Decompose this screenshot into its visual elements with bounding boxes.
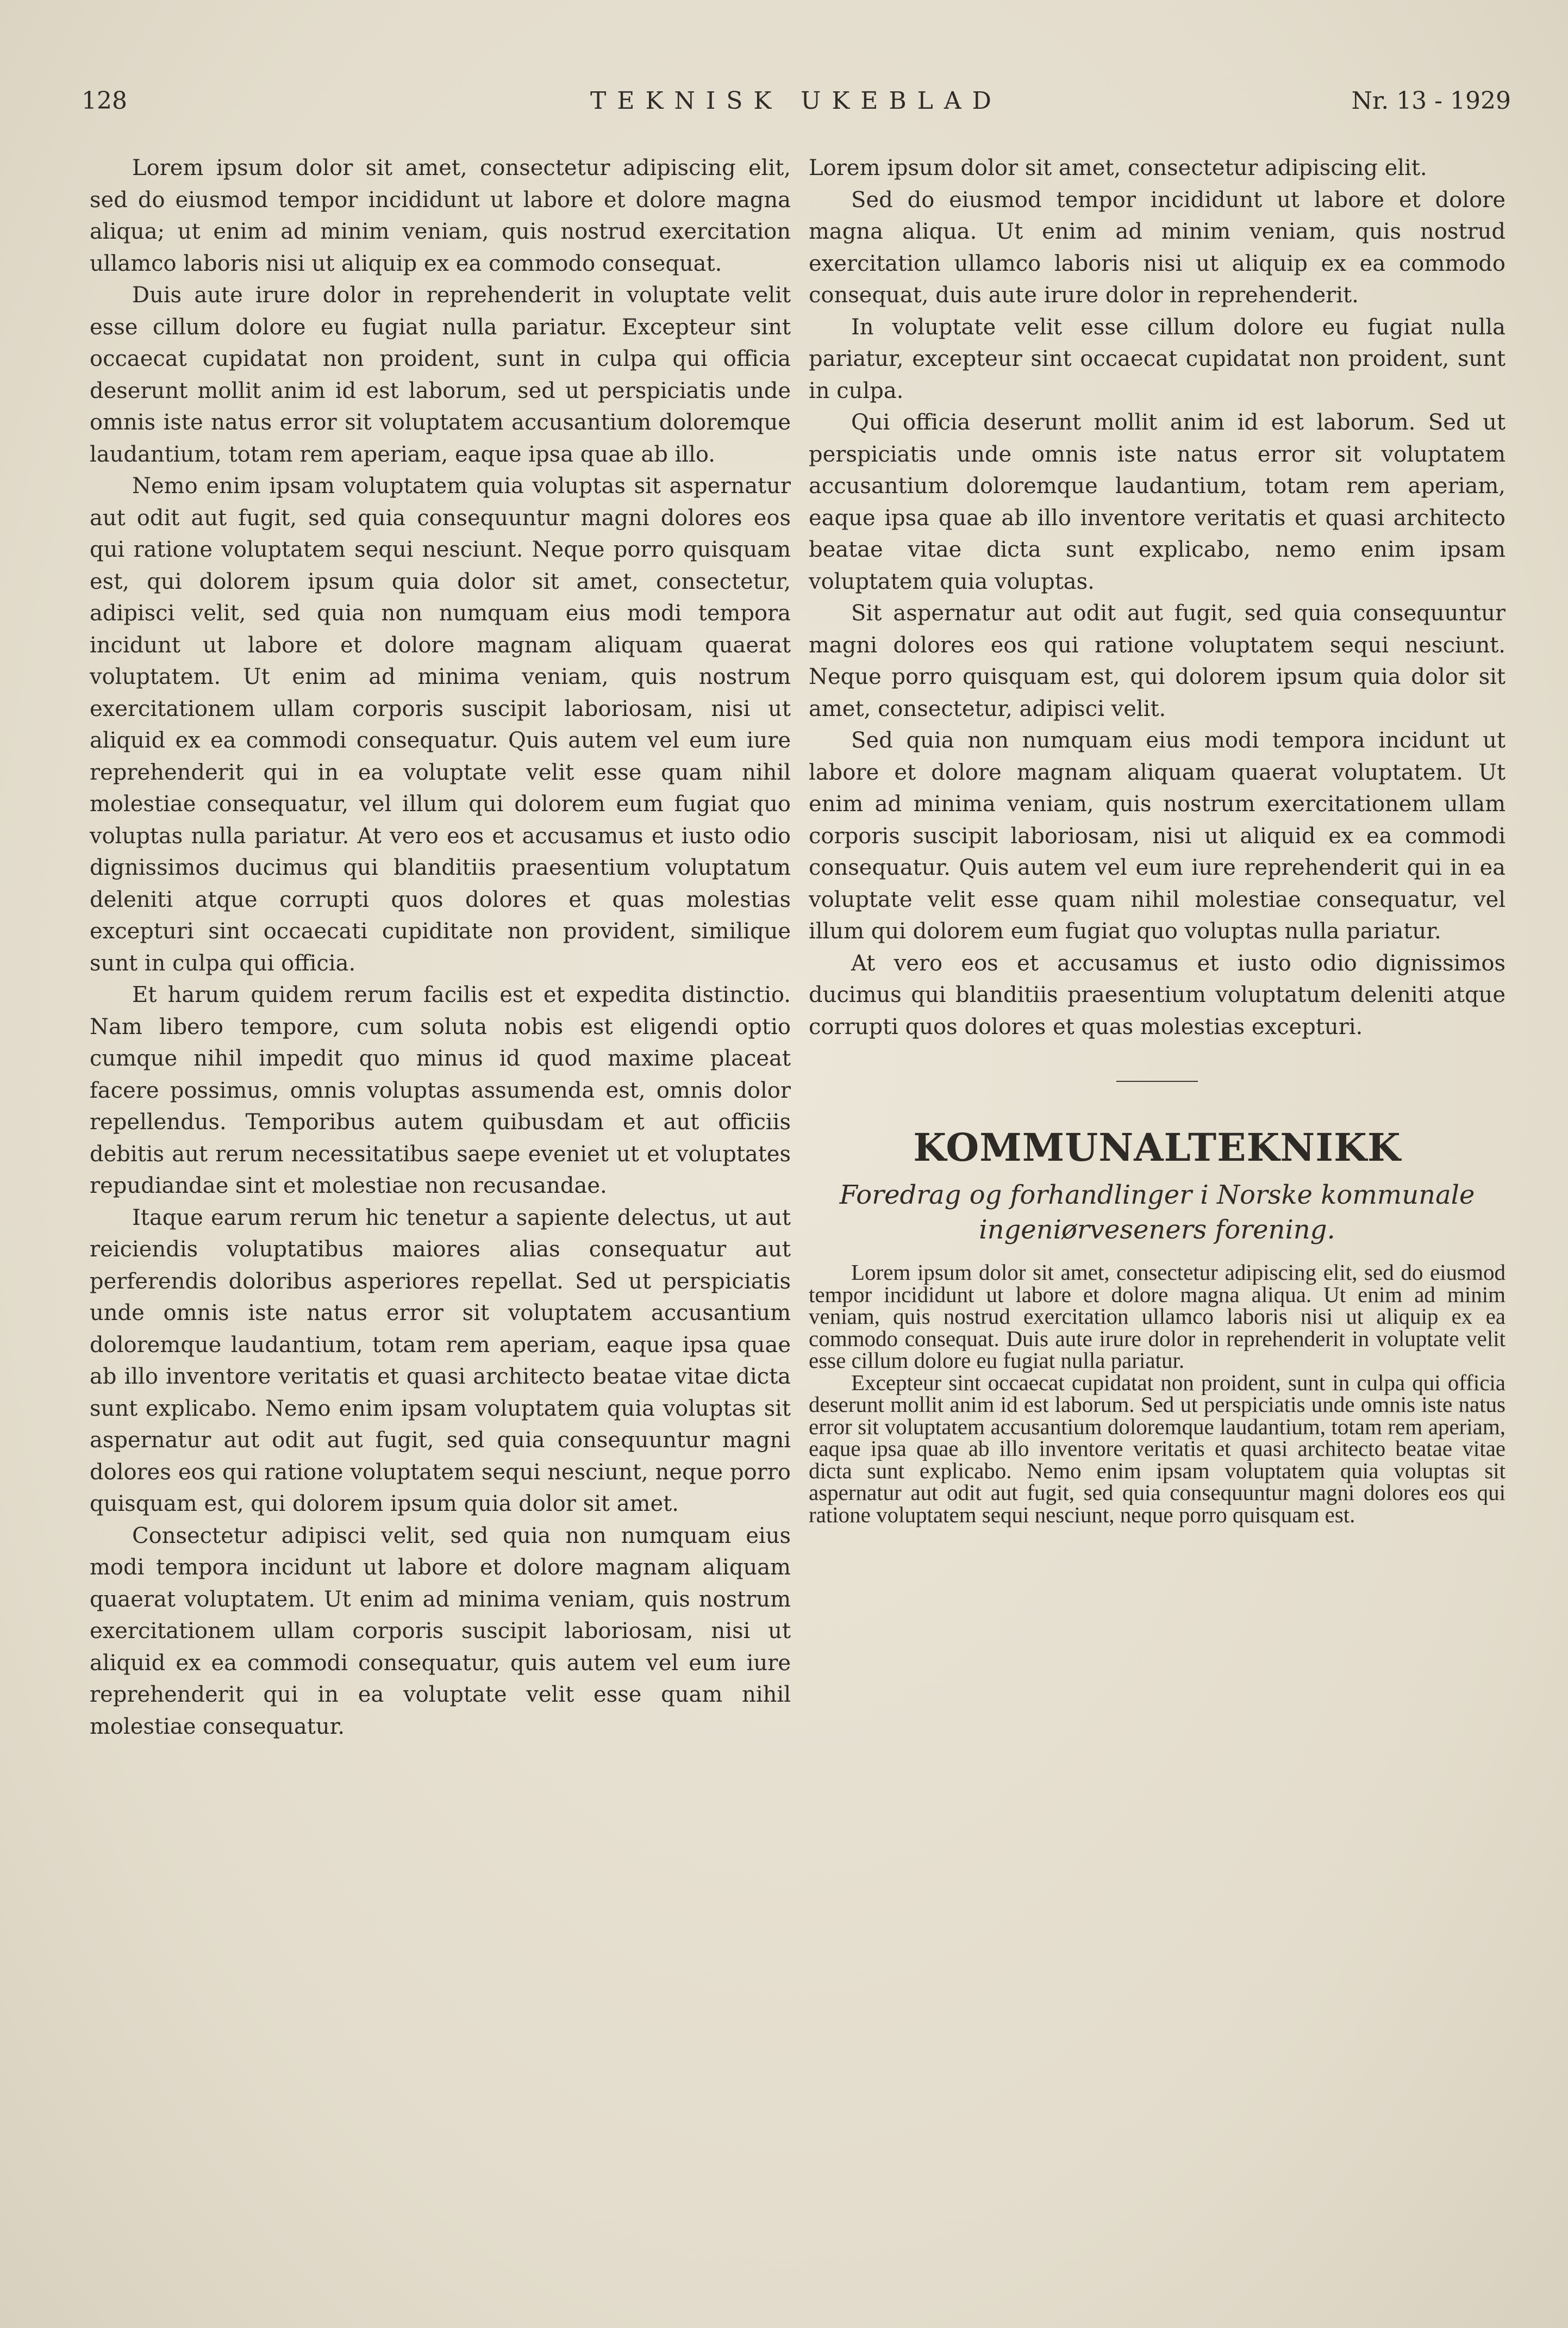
section-paragraph-1: Lorem ipsum dolor sit amet, consectetur adipiscing elit, sed do eiusmod tempor incididunt ut labore et dolore magna aliqua. Ut enim ad minim veniam, quis nostrud exercitation ullamco laboris nisi ut aliquip ex ea commodo consequat. Duis aute irure dolor in reprehenderit in voluptate velit esse cillum dolore eu fugiat nulla pariatur.: [809, 1260, 1505, 1373]
right-paragraph-1: Lorem ipsum dolor sit amet, consectetur adipiscing elit.: [809, 155, 1427, 180]
left-paragraph-5: Itaque earum rerum hic tenetur a sapiente delectus, ut aut reiciendis voluptatibus maiores alias consequatur aut perferendis doloribus asperiores repellat. Sed ut perspiciatis unde omnis iste natus error sit voluptatem accusantium doloremque laudantium, totam rem aperiam, eaque ipsa quae ab illo inventore veritatis et quasi architecto beatae vitae dicta sunt explicabo. Nemo enim ipsam voluptatem quia voluptas sit aspernatur aut odit aut fugit, sed quia consequuntur magni dolores eos qui ratione voluptatem sequi nesciunt, neque porro quisquam est, qui dolorem ipsum quia dolor sit amet.: [90, 1205, 791, 1516]
left-paragraph-2: Duis aute irure dolor in reprehenderit in voluptate velit esse cillum dolore eu fugiat nulla pariatur. Excepteur sint occaecat cupidatat non proident, sunt in culpa qui officia deserunt mollit anim id est laborum, sed ut perspiciatis unde omnis iste natus error sit voluptatem accusantium doloremque laudantium, totam rem aperiam, eaque ipsa quae ab illo.: [90, 283, 791, 467]
left-paragraph-3: Nemo enim ipsam voluptatem quia voluptas sit aspernatur aut odit aut fugit, sed quia consequuntur magni dolores eos qui ratione voluptatem sequi nesciunt. Neque porro quisquam est, qui dolorem ipsum quia dolor sit amet, consectetur, adipisci velit, sed quia non numquam eius modi tempora incidunt ut labore et dolore magnam aliquam quaerat voluptatem. Ut enim ad minima veniam, quis nostrum exercitationem ullam corporis suscipit laboriosam, nisi ut aliquid ex ea commodi consequatur. Quis autem vel eum iure reprehenderit qui in ea voluptate velit esse quam nihil molestiae consequatur, vel illum qui dolorem eum fugiat quo voluptas nulla pariatur. At vero eos et accusamus et iusto odio dignissimos ducimus qui blanditiis praesentium voluptatum deleniti atque corrupti quos dolores et quas molestias excepturi sint occaecati cupiditate non provident, similique sunt in culpa qui officia.: [90, 474, 791, 976]
issue-number: Nr. 13 - 1929: [1351, 87, 1511, 115]
journal-title: TEKNISK UKEBLAD: [590, 87, 1002, 115]
right-paragraph-7: At vero eos et accusamus et iusto odio dignissimos ducimus qui blanditiis praesentium voluptatum deleniti atque corrupti quos dolores et quas molestias excepturi.: [809, 950, 1505, 1039]
right-paragraph-3: In voluptate velit esse cillum dolore eu fugiat nulla pariatur, excepteur sint occaecat cupidatat non proident, sunt in culpa.: [809, 314, 1505, 403]
right-paragraph-5: Sit aspernatur aut odit aut fugit, sed quia consequuntur magni dolores eos qui ratione voluptatem sequi nesciunt. Neque porro quisquam est, qui dolorem ipsum quia dolor sit amet, consectetur, adipisci velit.: [809, 601, 1505, 721]
left-column: [90, 152, 791, 1742]
section-title: KOMMUNALTEKNIKK: [913, 1125, 1401, 1170]
right-paragraph-2: Sed do eiusmod tempor incididunt ut labore et dolore magna aliqua. Ut enim ad minim veniam, quis nostrud exercitation ullamco laboris nisi ut aliquip ex ea commodo consequat, duis aute irure dolor in reprehenderit.: [809, 187, 1505, 308]
section-paragraph-2: Excepteur sint occaecat cupidatat non proident, sunt in culpa qui officia deserunt mollit anim id est laborum. Sed ut perspiciatis unde omnis iste natus error sit voluptatem accusantium doloremque laudantium, totam rem aperiam, eaque ipsa quae ab illo inventore veritatis et quasi architecto beatae vitae dicta sunt explicabo. Nemo enim ipsam voluptatem quia voluptas sit aspernatur aut odit aut fugit, sed quia consequuntur magni dolores eos qui ratione voluptatem sequi nesciunt, neque porro quisquam est.: [809, 1370, 1505, 1527]
right-paragraph-4: Qui officia deserunt mollit anim id est laborum. Sed ut perspiciatis unde omnis iste natus error sit voluptatem accusantium doloremque laudantium, totam rem aperiam, eaque ipsa quae ab illo inventore veritatis et quasi architecto beatae vitae dicta sunt explicabo, nemo enim ipsam voluptatem quia voluptas.: [809, 410, 1505, 594]
left-paragraph-6: Consectetur adipisci velit, sed quia non numquam eius modi tempora incidunt ut labore et dolore magnam aliquam quaerat voluptatem. Ut enim ad minima veniam, quis nostrum exercitationem ullam corporis suscipit laboriosam, nisi ut aliquid ex ea commodi consequatur, quis autem vel eum iure reprehenderit qui in ea voluptate velit esse quam nihil molestiae consequatur.: [90, 1523, 791, 1739]
left-paragraph-1: Lorem ipsum dolor sit amet, consectetur adipiscing elit, sed do eiusmod tempor incididunt ut labore et dolore magna aliqua; ut enim ad minim veniam, quis nostrud exercitation ullamco laboris nisi ut aliquip ex ea commodo consequat.: [90, 155, 791, 276]
page-header: [82, 87, 1511, 120]
left-paragraph-4: Et harum quidem rerum facilis est et expedita distinctio. Nam libero tempore, cum soluta nobis est eligendi optio cumque nihil impedit quo minus id quod maxime placeat facere possimus, omnis voluptas assumenda est, omnis dolor repellendus. Temporibus autem quibusdam et aut officiis debitis aut rerum necessitatibus saepe eveniet ut et voluptates repudiandae sint et molestiae non recusandae.: [90, 982, 791, 1198]
section-subtitle: Foredrag og forhandlinger i Norske kommunale ingeniørveseners forening.: [839, 1180, 1475, 1245]
right-column: [809, 152, 1505, 1526]
right-paragraph-6: Sed quia non numquam eius modi tempora incidunt ut labore et dolore magnam aliquam quaerat voluptatem. Ut enim ad minima veniam, quis nostrum exercitationem ullam corporis suscipit laboriosam, nisi ut aliquid ex ea commodi consequatur. Quis autem vel eum iure reprehenderit qui in ea voluptate velit esse quam nihil molestiae consequatur, vel illum qui dolorem eum fugiat quo voluptas nulla pariatur.: [809, 728, 1505, 944]
section-divider: [1116, 1081, 1198, 1082]
page-number: 128: [82, 87, 127, 115]
